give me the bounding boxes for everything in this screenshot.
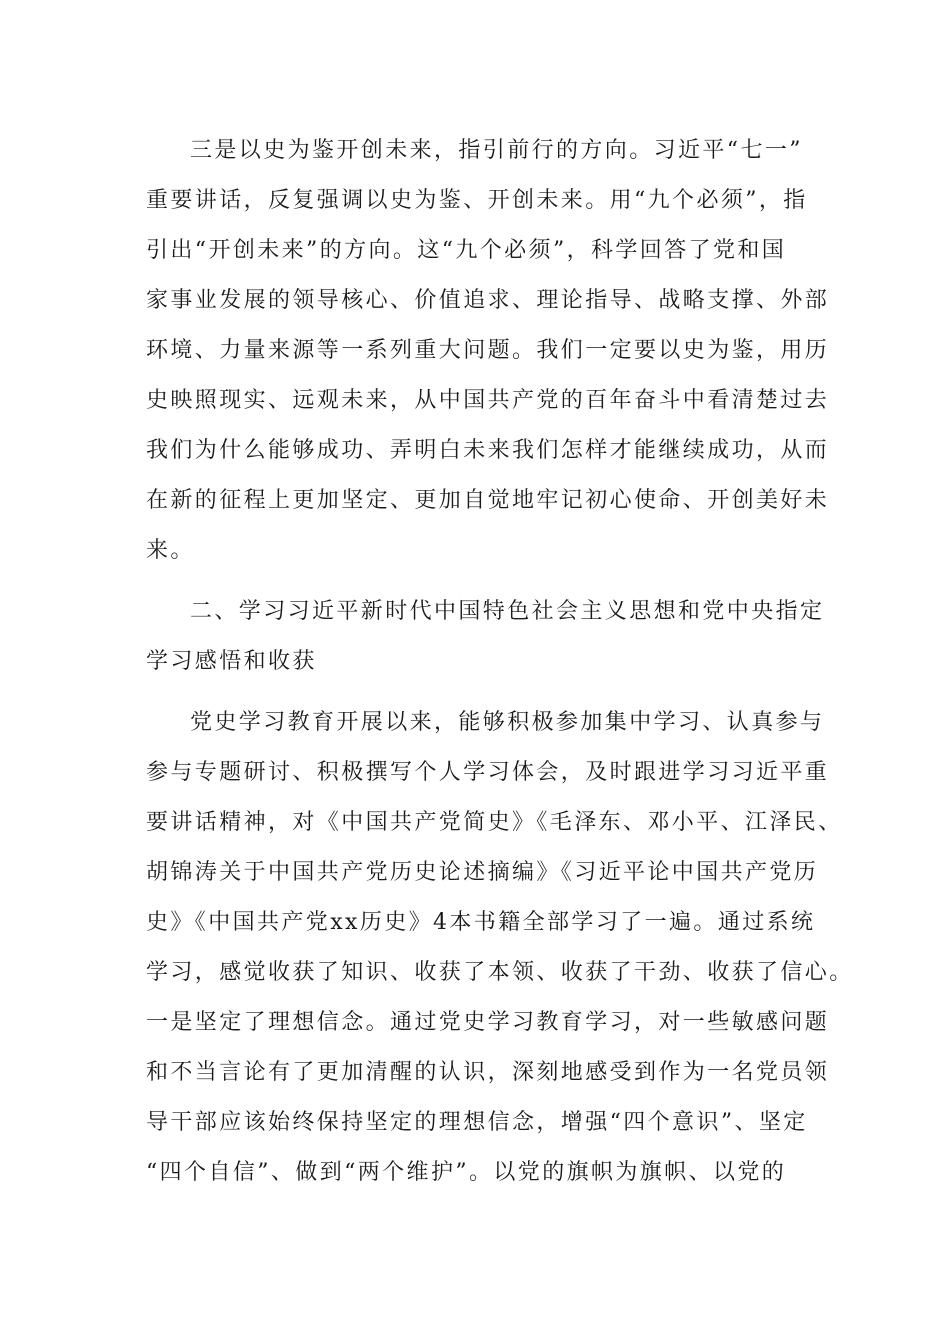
paragraph-line: 重要讲话，反复强调以史为鉴、开创未来。用“九个必须”，指 xyxy=(146,188,808,213)
paragraph-line: 环境、力量来源等一系列重大问题。我们一定要以史为鉴，用历 xyxy=(146,338,830,363)
section-heading-line: 学习感悟和收获 xyxy=(146,649,317,674)
paragraph-line: 胡锦涛关于中国共产党历史论述摘编》《习近平论中国共产党历 xyxy=(146,860,819,885)
paragraph-line: 史》《中国共产党xx历史》4本书籍全部学习了一遍。通过系统 xyxy=(146,910,816,935)
paragraph-line: 史映照现实、远观未来，从中国共产党的百年奋斗中看清楚过去 xyxy=(146,388,830,413)
paragraph-line: 党史学习教育开展以来，能够积极参加集中学习、认真参与 xyxy=(190,710,825,735)
paragraph-line: 学习，感觉收获了知识、收获了本领、收获了干劲、收获了信心。 xyxy=(146,960,854,985)
paragraph-line: 来。 xyxy=(146,538,195,563)
paragraph-line: 家事业发展的领导核心、价值追求、理论指导、战略支撑、外部 xyxy=(146,288,830,313)
section-heading-line: 二、学习习近平新时代中国特色社会主义思想和党中央指定 xyxy=(190,599,825,624)
paragraph-line: 和不当言论有了更加清醒的认识，深刻地感受到作为一名党员领 xyxy=(146,1060,830,1085)
paragraph-line: 一是坚定了理想信念。通过党史学习教育学习，对一些敏感问题 xyxy=(146,1010,830,1035)
paragraph-line: 我们为什么能够成功、弄明白未来我们怎样才能继续成功，从而 xyxy=(146,438,830,463)
paragraph-line: 三是以史为鉴开创未来，指引前行的方向。习近平“七一” xyxy=(190,138,803,163)
paragraph-line: 参与专题研讨、积极撰写个人学习体会，及时跟进学习习近平重 xyxy=(146,760,830,785)
paragraph-line: 引出“开创未来”的方向。这“九个必须”，科学回答了党和国 xyxy=(146,238,787,263)
paragraph-line: 导干部应该始终保持坚定的理想信念，增强“四个意识”、坚定 xyxy=(146,1110,808,1135)
paragraph-line: “四个自信”、做到“两个维护”。以党的旗帜为旗帜、以党的 xyxy=(146,1160,787,1185)
paragraph-line: 要讲话精神，对《中国共产党简史》《毛泽东、邓小平、江泽民、 xyxy=(146,810,843,835)
paragraph-line: 在新的征程上更加坚定、更加自觉地牢记初心使命、开创美好未 xyxy=(146,488,830,513)
